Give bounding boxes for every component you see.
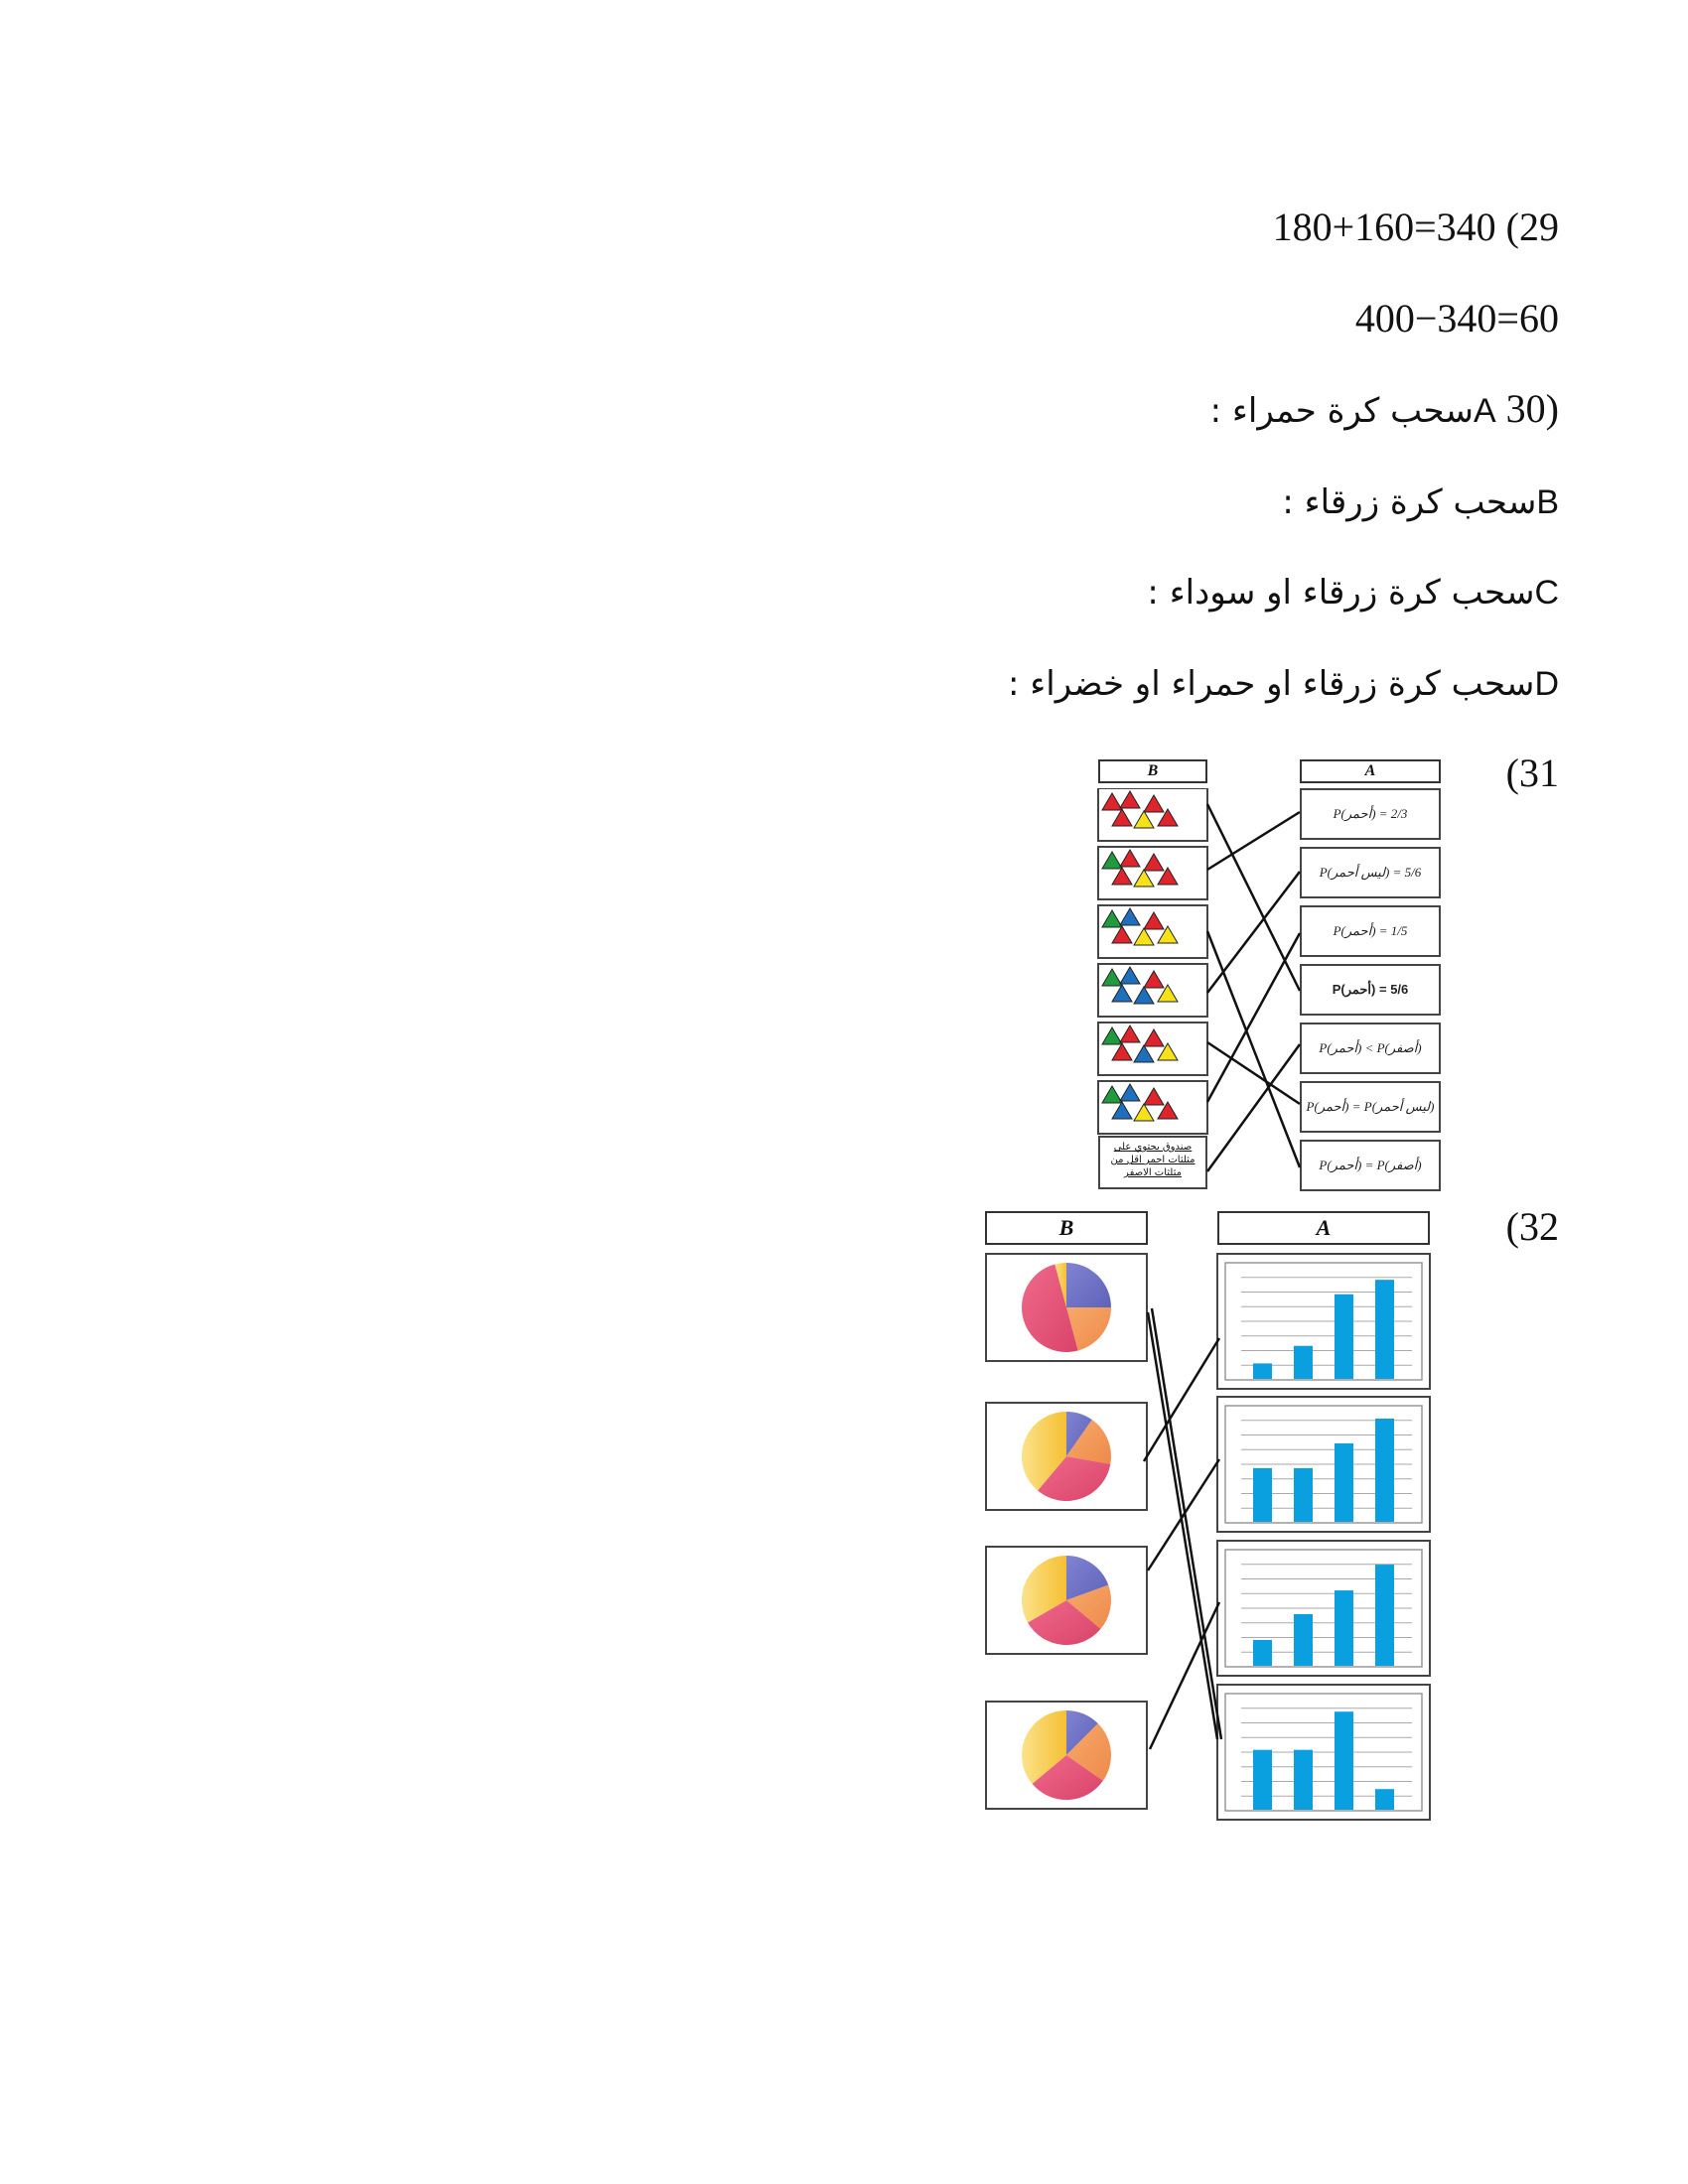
q31-a-box-2: P(ليس أحمر) = 5/6 xyxy=(1300,847,1441,898)
q30-number: 30) xyxy=(1505,386,1559,431)
q31-a-box-1: P(أحمر) = 2/3 xyxy=(1300,788,1441,840)
q31-header-a: A xyxy=(1300,759,1441,783)
q30-a-letter: A xyxy=(1473,392,1496,430)
q30-b-text: : سحب كرة زرقاء xyxy=(1282,482,1537,522)
q30-d-letter: D xyxy=(1534,665,1559,703)
q30-c-text: : سحب كرة زرقاء او سوداء xyxy=(1147,573,1535,613)
q30-c-letter: C xyxy=(1534,574,1559,612)
q31-number: (31 xyxy=(1505,751,1559,795)
q31-a-box-3: P(أحمر) = 1/5 xyxy=(1300,905,1441,957)
q31-a-box-4: P(أحمر) = 5/6 xyxy=(1300,964,1441,1016)
q29-line-2: 400−340=60 xyxy=(1354,296,1559,341)
q30-a-text: : سحب كرة حمراء xyxy=(1209,391,1474,431)
q32-header-a: A xyxy=(1217,1211,1430,1245)
q31-a-box-6: P(أحمر) = P(ليس أحمر) xyxy=(1300,1081,1441,1133)
q29-line-1: 180+160=340 (29 xyxy=(1272,205,1559,249)
q32-header-b: B xyxy=(985,1211,1148,1245)
q30-d-text: : سحب كرة زرقاء او حمراء او خضراء xyxy=(1008,664,1535,704)
q31-a-box-7: P(أحمر) = P(أصفر) xyxy=(1300,1140,1441,1191)
q30-b-letter: B xyxy=(1536,483,1559,521)
q32-number: (32 xyxy=(1505,1204,1559,1249)
q31-header-b: B xyxy=(1098,759,1207,783)
q31-b-box-7: صندوق يحتوي على مثلثات احمر اقل من مثلثات الاصفر xyxy=(1098,1136,1207,1189)
q31-a-box-5: P(أحمر) < P(أصفر) xyxy=(1300,1023,1441,1074)
